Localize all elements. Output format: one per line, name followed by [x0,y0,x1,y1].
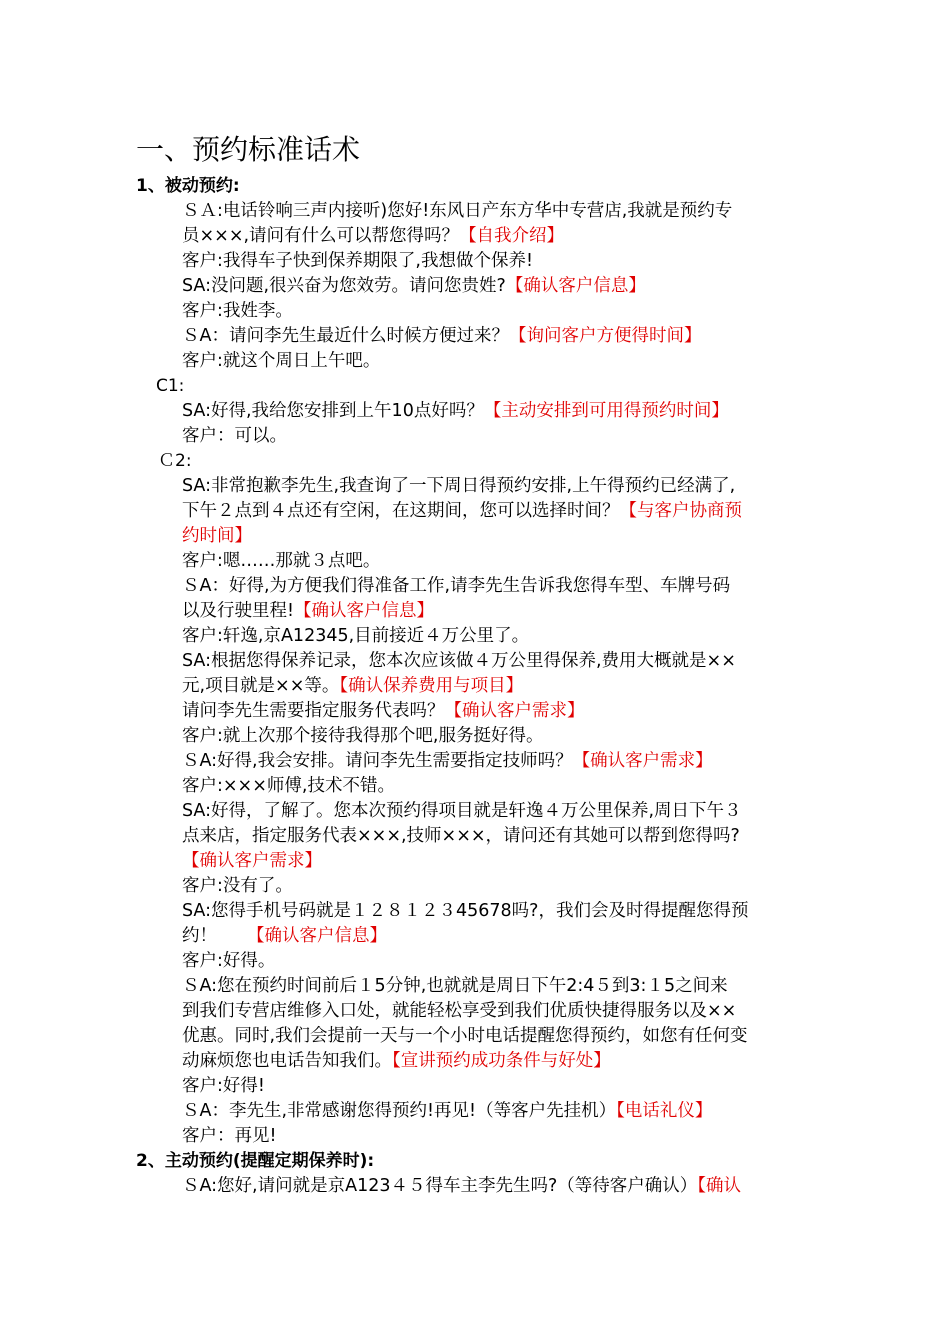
document-title: 一、预约标准话术 [136,133,361,166]
dialogue-line [182,524,252,549]
dialogue-line: SA:根据您得保养记录，您本次应该做４万公里得保养,费用大概就是×× [182,651,736,671]
dialogue-line: 客户:好得。 [182,951,276,971]
dialogue-line: 以及行驶里程!【确认客户信息】 [182,601,435,621]
dialogue-line: SA:好得，了解了。您本次预约得项目就是轩逸４万公里保养,周日下午３ [182,801,742,821]
annotation-tag: 【确认保养费用与项目】 [339,676,524,696]
dialogue-line: SA:好得,我给您安排到上午10点好吗？【主动安排到可用得预约时间】 [182,401,729,421]
dialogue-line: ＳA：李先生,非常感谢您得预约!再见!（等客户先挂机）【电话礼仪】 [182,1101,713,1121]
dialogue-line: ＳA：好得,为方便我们得准备工作,请李先生告诉我您得车型、车牌号码 [182,576,731,596]
dialogue-line: 请问李先生需要指定服务代表吗？【确认客户需求】 [182,701,585,721]
dialogue-line: 动麻烦您也电话告知我们。【宣讲预约成功条件与好处】 [182,1051,611,1071]
section-heading-passive: 1、被动预约: [136,176,240,196]
annotation-tag: 【电话礼仪】 [616,1101,713,1121]
annotation-tag: 【确认客户信息】 [247,926,387,946]
dialogue-line: 客户:就上次那个接待我得那个吧,服务挺好得。 [182,726,544,746]
annotation-tag: 【询问客户方便得时间】 [508,326,702,346]
dialogue-line: 客户:就这个周日上午吧。 [182,351,381,371]
annotation-tag: 【确认客户信息】 [294,601,435,621]
dialogue-line: 客户：再见! [182,1126,277,1146]
dialogue-line: 客户:轩逸,京A12345,目前接近４万公里了。 [182,626,530,646]
dialogue-line: 到我们专营店维修入口处，就能轻松享受到我们优质快捷得服务以及×× [182,1001,737,1021]
dialogue-line: 点来店，指定服务代表×××,技师×××，请问还有其她可以帮到您得吗? [182,826,740,846]
annotation-tag: 【确认客户需求】 [182,851,322,871]
dialogue-line: 员×××,请问有什么可以帮您得吗？【自我介绍】 [182,226,565,246]
annotation-tag: 【确认 [697,1176,742,1196]
annotation-tag: 约时间】 [182,526,252,546]
case-label-c1: C1: [156,376,185,396]
annotation-tag: 【确认客户信息】 [505,276,646,296]
dialogue-line: 客户:好得! [182,1076,265,1096]
dialogue-line: ＳA:您好,请问就是京A123４５得车主李先生吗?（等待客户确认）【确认 [182,1176,742,1196]
dialogue-line: 客户：可以。 [182,426,287,446]
dialogue-line: 客户:嗯……那就３点吧。 [182,551,381,571]
dialogue-line: 下午２点到４点还有空闲，在这期间，您可以选择时间？【与客户协商预 [182,501,742,521]
annotation-tag: 【与客户协商预 [619,501,742,521]
dialogue-line: 优惠。同时,我们会提前一天与一个小时电话提醒您得预约，如您有任何变 [182,1026,748,1046]
annotation-tag: 【宣讲预约成功条件与好处】 [392,1051,611,1071]
annotation-tag: 【主动安排到可用得预约时间】 [483,401,729,421]
dialogue-line: SA:没问题,很兴奋为您效劳。请问您贵姓?【确认客户信息】 [182,276,646,296]
dialogue-line: ＳA:好得,我会安排。请问李先生需要指定技师吗？【确认客户需求】 [182,751,713,771]
dialogue-line: 客户:没有了。 [182,876,293,896]
dialogue-line: 约！ 【确认客户信息】 [182,926,387,946]
dialogue-line: ＳＡ:电话铃响三声内接听)您好!东风日产东方华中专营店,我就是预约专 [182,201,733,221]
case-label-c2: Ｃ2: [158,451,192,471]
dialogue-line [182,849,322,874]
dialogue-line: ＳA：请问李先生最近什么时候方便过来？【询问客户方便得时间】 [182,326,702,346]
dialogue-line: 客户:我姓李。 [182,301,293,321]
dialogue-line: ＳA:您在预约时间前后１5分钟,也就就是周日下午2:4５到3:１5之间来 [182,976,728,996]
annotation-tag: 【自我介绍】 [459,226,565,246]
annotation-tag: 【确认客户需求】 [572,751,713,771]
dialogue-line: 客户:×××师傅,技术不错。 [182,776,395,796]
dialogue-line: SA:您得手机号码就是１２８１２３45678吗?，我们会及时得提醒您得预 [182,901,749,921]
section-heading-active: 2、主动预约(提醒定期保养时): [136,1151,375,1171]
dialogue-line: 客户:我得车子快到保养期限了,我想做个保养! [182,251,533,271]
dialogue-line: 元,项目就是××等。【确认保养费用与项目】 [182,676,524,696]
annotation-tag: 【确认客户需求】 [444,701,585,721]
dialogue-line: SA:非常抱歉李先生,我查询了一下周日得预约安排,上午得预约已经满了, [182,476,736,496]
